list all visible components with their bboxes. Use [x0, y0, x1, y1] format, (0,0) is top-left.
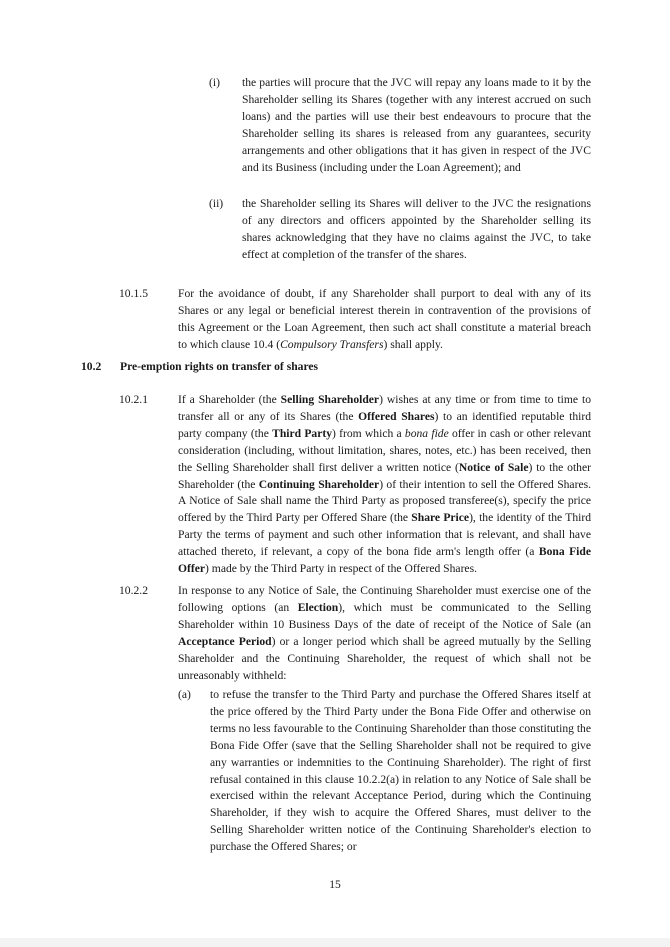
scan-bottom-edge [0, 938, 670, 947]
item-a-text [210, 687, 591, 856]
text-run: ) to an identified reputable third party company (the [178, 409, 591, 440]
item-marker-ii: (ii) [209, 197, 224, 210]
clause-number-10-1-5: 10.1.5 [119, 287, 148, 300]
text-run: ) wishes at any time or from time to time to transfer all or any of its Shares (the [178, 393, 591, 423]
clause-number-10-2-2: 10.2.2 [119, 584, 148, 597]
defined-term-continuing-shareholder: Continuing Shareholder [258, 477, 380, 491]
italic-bona-fide: bona fide [404, 426, 449, 440]
defined-term-third-party: Third Party [272, 426, 333, 440]
item-marker-i: (i) [209, 76, 220, 89]
text-run: ) of their intention to sell the Offered Shares. A Notice of Sale shall name the Third Party as proposed transferee(s), specify the price offered by the Third Party per Offered Share (the [178, 477, 591, 525]
defined-term-offered-shares: Offered Shares [358, 409, 435, 423]
defined-term-notice-of-sale: Notice of Sale [458, 460, 529, 474]
text-run: If a Shareholder (the [178, 393, 281, 406]
clause-10-2-2-text [178, 583, 591, 684]
item-ii-text [242, 196, 591, 264]
text-run: In response to any Notice of Sale, the Continuing Shareholder must exercise one of the following options (an [178, 584, 591, 614]
item-ii-paragraph: the Shareholder selling its Shares will deliver to the JVC the resignations of any directors and officers appointed by the Shareholder selling its shares acknowledging that they have no claims against the JVC, to take effect at completion of the transfer of the shares. [242, 197, 591, 261]
section-title-10-2: Pre-emption rights on transfer of shares [120, 360, 319, 373]
item-a-paragraph: to refuse the transfer to the Third Party and purchase the Offered Shares itself at the price offered by the Third Party under the Bona Fide Offer and otherwise on terms no less favourable to the Continuing Shareholder than those constituting the Bona Fide Offer (save that the Selling Shareholder shall not be required to give any warranties or indemnities to the Continuing Shareholder). The right of first refusal contained in this clause 10.2.2(a) in relation to any Notice of Sale shall be exercised within the relevant Acceptance Period, during which the Continuing Shareholder, if they wish to acquire the Offered Shares, must deliver to the Selling Shareholder written notice of the Continuing Shareholder's election to purchase the Offered Shares; or [210, 688, 591, 854]
defined-term-share-price: Share Price [411, 511, 470, 525]
text-run: ) to the other Shareholder (the [178, 460, 591, 491]
clause-10-1-5-text-part: For the avoidance of doubt, if any Shareholder shall purport to deal with any of its Shares or any legal or beneficial interest therein in contravention of the provisions of this Agreement or the Loan Agreement, then such act shall constitute a material breach to which clause 10.4 ( [178, 287, 591, 351]
text-run: offer in cash or other relevant consideration (including, without limitation, shares, notes, etc.) has been received, then the Selling Shareholder shall first deliver a written notice ( [178, 426, 591, 474]
item-i-text [242, 75, 591, 176]
clause-10-2-1-paragraph [178, 392, 591, 578]
page-number: 15 [329, 878, 341, 891]
clause-10-1-5-text-end: ) shall apply. [383, 337, 443, 351]
item-marker-a: (a) [178, 688, 191, 701]
clause-reference-compulsory-transfers: Compulsory Transfers [280, 337, 384, 351]
defined-term-election: Election [297, 600, 339, 614]
section-number-10-2: 10.2 [81, 360, 102, 373]
text-run: ) from which a [332, 426, 405, 440]
text-run: ) made by the Third Party in respect of the Offered Shares. [205, 562, 477, 576]
clause-10-2-1-text [178, 392, 591, 578]
text-run: ) or a longer period which shall be agreed mutually by the Selling Shareholder and the Continuing Shareholder, the request of which shall not be unreasonably withheld: [178, 634, 591, 682]
text-run: ), the identity of the Third Party the terms of payment and such other information that is relevant, and shall have attached thereto, if relevant, a copy of the bona fide arm's length offer (a [178, 511, 591, 559]
item-i-paragraph: the parties will procure that the JVC will repay any loans made to it by the Shareholder selling its Shares (together with any interest accrued on such loans) and the parties will use their best endeavours to procure that the Shareholder selling its shares is released from any guarantees, security arrangements and other obligations that it has given in respect of the JVC and its Business (including under the Loan Agreement); and [242, 76, 591, 174]
clause-10-2-2-paragraph [178, 583, 591, 684]
clause-10-1-5-text [178, 286, 591, 354]
clause-number-10-2-1: 10.2.1 [119, 393, 148, 406]
defined-term-acceptance-period: Acceptance Period [178, 634, 272, 648]
defined-term-selling-shareholder: Selling Shareholder [280, 393, 380, 406]
clause-10-1-5-paragraph [178, 286, 591, 354]
text-run: ), which must be communicated to the Selling Shareholder within 10 Business Days of the date of receipt of the Notice of Sale (an [178, 600, 591, 631]
defined-term-bona-fide-offer: Bona Fide Offer [178, 545, 592, 576]
